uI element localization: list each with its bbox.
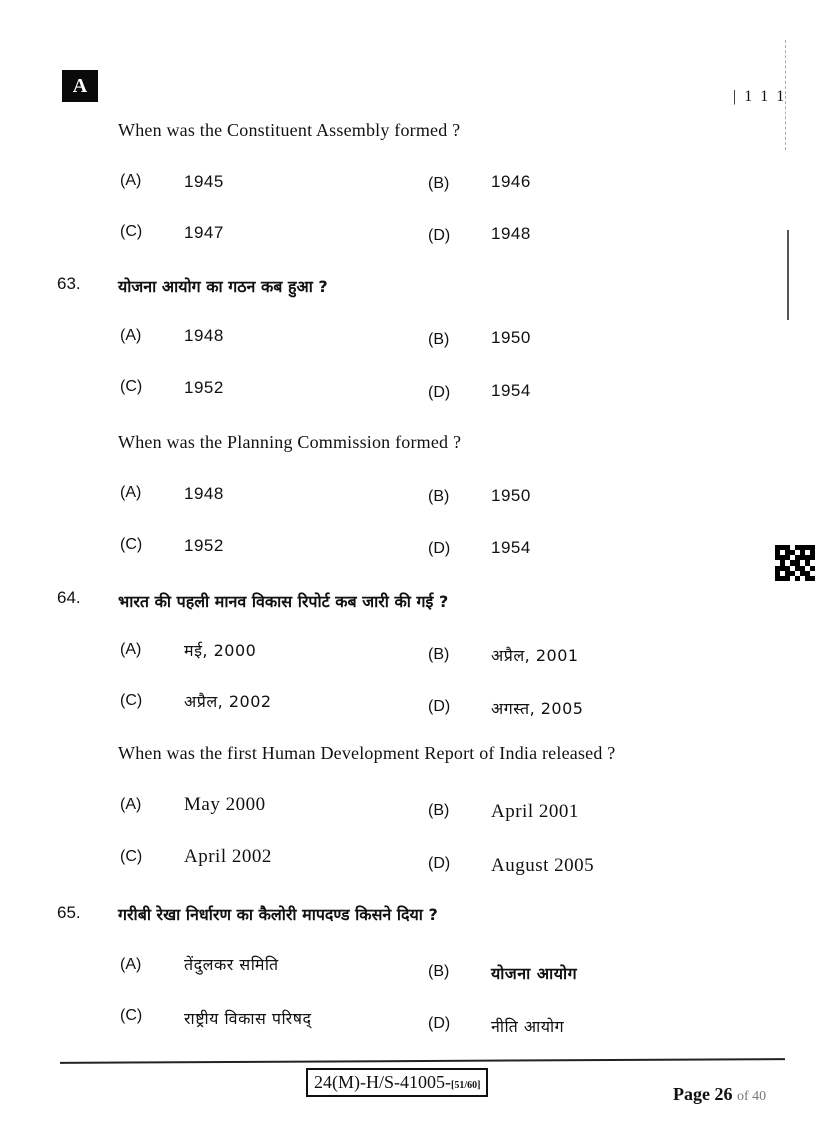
option-value: 1948 bbox=[491, 224, 531, 243]
question-63-hindi: योजना आयोग का गठन कब हुआ ? bbox=[118, 277, 328, 296]
option-label: (C) bbox=[120, 1007, 143, 1024]
corner-marks: | 1 1 1 bbox=[733, 88, 787, 105]
question-63-english: When was the Planning Commission formed ? bbox=[118, 432, 462, 452]
option-label: (A) bbox=[120, 484, 142, 501]
option-value: 1952 bbox=[184, 536, 224, 555]
option-label: (B) bbox=[428, 646, 450, 663]
option-value: 1948 bbox=[184, 326, 224, 345]
option-label: (C) bbox=[120, 848, 143, 865]
set-badge: A bbox=[62, 70, 98, 102]
option-value: अगस्त, 2005 bbox=[491, 699, 584, 718]
option-label: (B) bbox=[428, 963, 450, 980]
page-edge-line bbox=[787, 230, 789, 320]
option-value: 1950 bbox=[491, 486, 531, 505]
question-number: 63. bbox=[57, 274, 81, 293]
option-label: (A) bbox=[120, 641, 142, 658]
option-value: योजना आयोग bbox=[491, 964, 578, 983]
option-value: April 2001 bbox=[491, 801, 579, 822]
option-value: मई, 2000 bbox=[184, 641, 257, 660]
option-label: (A) bbox=[120, 796, 142, 813]
option-value: 1948 bbox=[184, 484, 224, 503]
option-label: (D) bbox=[428, 855, 451, 872]
option-label: (D) bbox=[428, 227, 451, 244]
question-62-english: When was the Constituent Assembly formed ? bbox=[118, 120, 461, 140]
option-value: तेंदुलकर समिति bbox=[184, 955, 279, 974]
option-value: 1950 bbox=[491, 328, 531, 347]
option-value: May 2000 bbox=[184, 794, 266, 815]
option-label: (D) bbox=[428, 698, 451, 715]
option-value: अप्रैल, 2001 bbox=[491, 646, 579, 665]
paper-code-box bbox=[306, 1068, 488, 1097]
page-total: of 40 bbox=[736, 1089, 767, 1104]
paper-code: 24(M)-H/S-41005- bbox=[314, 1072, 451, 1092]
option-value: 1954 bbox=[491, 538, 531, 557]
option-label: (A) bbox=[120, 172, 142, 189]
option-label: (C) bbox=[120, 223, 143, 240]
option-value: August 2005 bbox=[491, 855, 595, 876]
option-label: (B) bbox=[428, 802, 450, 819]
paper-code-suffix: [51/60] bbox=[451, 1080, 481, 1091]
question-65-hindi: गरीबी रेखा निर्धारण का कैलोरी मापदण्ड किसने दिया ? bbox=[118, 905, 438, 924]
question-64-hindi: भारत की पहली मानव विकास रिपोर्ट कब जारी की गई ? bbox=[118, 592, 449, 611]
option-value: 1947 bbox=[184, 223, 224, 242]
option-value: 1945 bbox=[184, 172, 224, 191]
page-label: Page 26 bbox=[673, 1084, 733, 1104]
option-label: (A) bbox=[120, 327, 142, 344]
question-number: 64. bbox=[57, 588, 81, 607]
option-value: राष्ट्रीय विकास परिषद् bbox=[184, 1009, 312, 1028]
option-label: (C) bbox=[120, 378, 143, 395]
option-label: (A) bbox=[120, 956, 142, 973]
page-number bbox=[673, 1084, 766, 1105]
question-number: 65. bbox=[57, 903, 81, 922]
option-label: (D) bbox=[428, 384, 451, 401]
option-label: (C) bbox=[120, 536, 143, 553]
option-label: (D) bbox=[428, 1015, 451, 1032]
qr-code bbox=[775, 545, 815, 581]
option-label: (B) bbox=[428, 175, 450, 192]
option-value: April 2002 bbox=[184, 846, 272, 867]
option-value: नीति आयोग bbox=[491, 1017, 565, 1036]
option-label: (C) bbox=[120, 692, 143, 709]
option-label: (B) bbox=[428, 331, 450, 348]
option-label: (B) bbox=[428, 488, 450, 505]
footer-rule bbox=[60, 1058, 785, 1064]
option-value: 1946 bbox=[491, 172, 531, 191]
option-value: अप्रैल, 2002 bbox=[184, 692, 272, 711]
option-label: (D) bbox=[428, 540, 451, 557]
option-value: 1952 bbox=[184, 378, 224, 397]
option-value: 1954 bbox=[491, 381, 531, 400]
page-edge-line bbox=[785, 40, 786, 150]
question-64-english: When was the first Human Development Report of India released ? bbox=[118, 743, 616, 763]
